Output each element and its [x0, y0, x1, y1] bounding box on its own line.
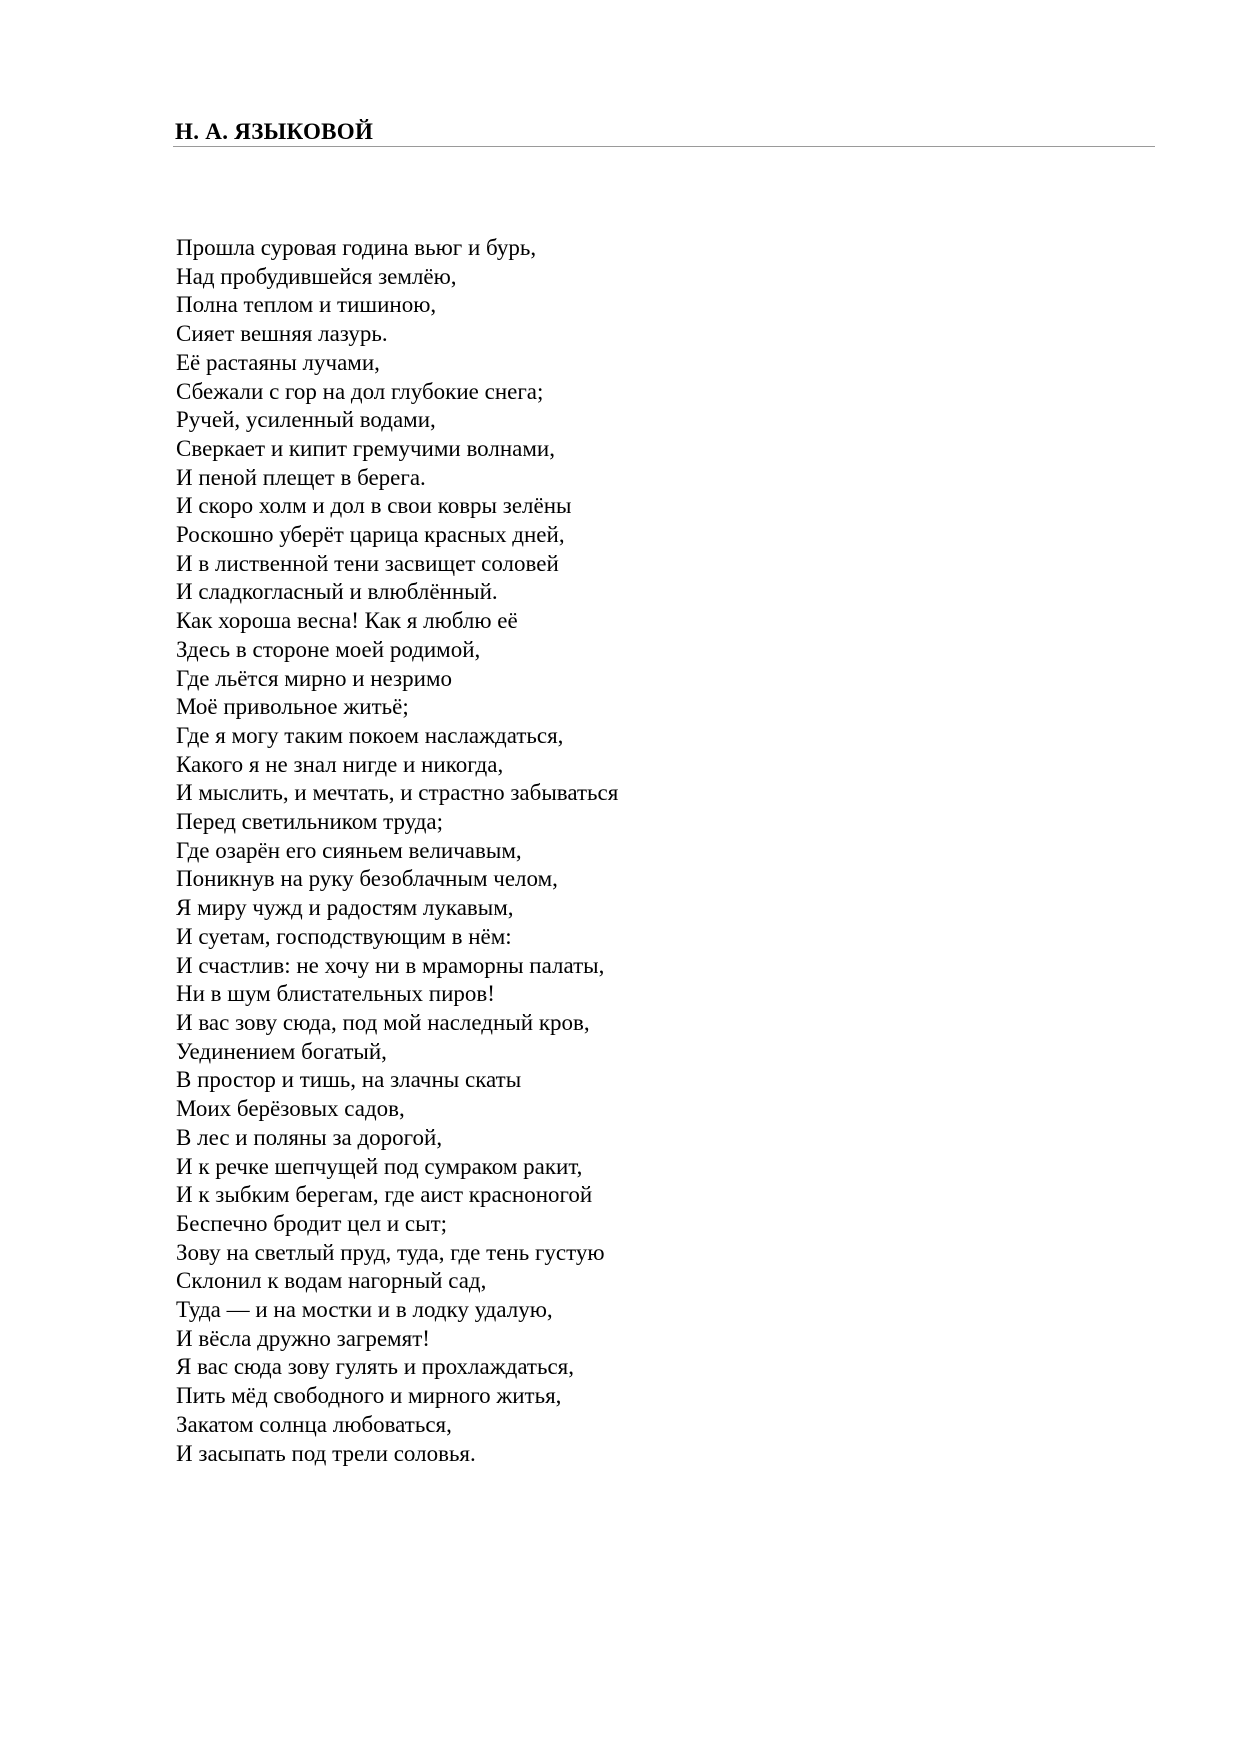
poem-line: Я миру чужд и радостям лукавым,	[176, 895, 514, 921]
poem-line: Поникнув на руку безоблачным челом,	[176, 866, 558, 892]
poem-line: Перед светильником труда;	[176, 809, 444, 835]
poem-line: Склонил к водам нагорный сад,	[176, 1268, 487, 1294]
poem-line: И к речке шепчущей под сумраком ракит,	[176, 1153, 583, 1179]
poem-line: Пить мёд свободного и мирного житья,	[176, 1383, 562, 1409]
poem-line: Сбежали с гор на дол глубокие снега;	[176, 378, 544, 404]
poem-line: Моё привольное житьё;	[176, 694, 409, 720]
poem-line: Где я могу таким покоем наслаждаться,	[176, 722, 564, 748]
poem-title: Н. А. ЯЗЫКОВОЙ	[175, 119, 374, 144]
poem-line: И счастлив: не хочу ни в мраморны палаты,	[176, 952, 605, 978]
poem-line: Роскошно уберёт царица красных дней,	[176, 522, 565, 548]
poem-line: И к зыбким берегам, где аист красноногой	[176, 1182, 593, 1208]
poem-line: Беспечно бродит цел и сыт;	[176, 1210, 448, 1236]
poem-line: Где льётся мирно и незримо	[176, 665, 452, 691]
poem-line: Я вас сюда зову гулять и прохлаждаться,	[176, 1354, 575, 1380]
poem-line: И вёсла дружно загремят!	[176, 1325, 430, 1351]
poem-line: И суетам, господствующим в нём:	[176, 923, 512, 949]
poem-line: Где озарён его сияньем величавым,	[176, 837, 522, 863]
poem-line: И сладкогласный и влюблённый.	[176, 579, 498, 605]
poem-line: И мыслить, и мечтать, и страстно забываться	[176, 780, 619, 806]
poem-line: Зову на светлый пруд, туда, где тень густую	[176, 1239, 605, 1265]
poem-line: Ни в шум блистательных пиров!	[176, 981, 495, 1007]
poem-line: Сверкает и кипит гремучими волнами,	[176, 435, 555, 461]
poem-line: Сияет вешняя лазурь.	[176, 321, 388, 347]
poem-line: Здесь в стороне моей родимой,	[176, 636, 481, 662]
poem-line: И вас зову сюда, под мой наследный кров,	[176, 1009, 590, 1035]
poem-line: Над пробудившейся землёю,	[176, 263, 457, 289]
poem-line: Моих берёзовых садов,	[176, 1096, 405, 1122]
poem-line: Ручей, усиленный водами,	[176, 407, 436, 433]
heading-divider	[173, 146, 1155, 147]
poem-line: Закатом солнца любоваться,	[176, 1411, 452, 1437]
poem-line: Её растаяны лучами,	[176, 349, 380, 375]
poem-body	[176, 234, 618, 1468]
poem-line: Туда — и на мостки и в лодку удалую,	[176, 1297, 553, 1323]
poem-line: И в лиственной тени засвищет соловей	[176, 550, 559, 576]
poem-line: Какого я не знал нигде и никогда,	[176, 751, 504, 777]
poem-line: И пеной плещет в берега.	[176, 464, 426, 490]
poem-line: И засыпать под трели соловья.	[176, 1440, 476, 1466]
poem-line: Как хороша весна! Как я люблю её	[176, 608, 518, 634]
poem-line: Полна теплом и тишиною,	[176, 292, 437, 318]
poem-line: В простор и тишь, на злачны скаты	[176, 1067, 522, 1093]
poem-line: И скоро холм и дол в свои ковры зелёны	[176, 493, 572, 519]
poem-line: В лес и поляны за дорогой,	[176, 1124, 443, 1150]
poem-line: Уединением богатый,	[176, 1038, 387, 1064]
poem-line: Прошла суровая година вьюг и бурь,	[176, 235, 537, 260]
